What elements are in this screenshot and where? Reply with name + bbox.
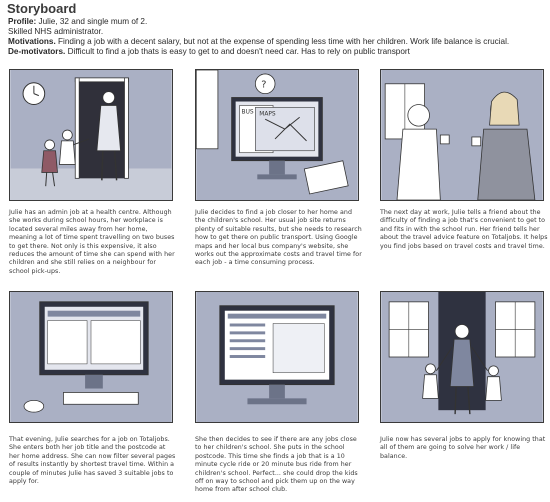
storyboard-panel-4 (9, 291, 173, 423)
demotivators-label: De-motivators. (8, 47, 66, 56)
panel-4-illustration (10, 292, 172, 422)
panel-3-caption: The next day at work, Julie tells a friend about the difficulty of finding a job that's convenient to get to and fits in with the school run. Her friend tells her about the travel advice feature on Totaljobs. It helps you find jobs based on travel costs and travel time. (380, 209, 548, 250)
panel-5-caption: She then decides to see if there are any jobs close to her children's school. She puts in the school postcode. This time she finds a job that is a 10 minute cycle ride or 20 minute bus ride from her children's school. Perfect... she could drop the kids off on way to school and pick them up on the way home from after school club. (195, 436, 358, 494)
panel-1-caption: Julie has an admin job at a health centre. Although she works during school hours, her workplace is located several miles away from her home, meaning a lot of time spent travelling on two buses to get there. Not only is this expensive, it also reduces the amount of time she can spend with her children and she still relies on a neighbour for school pick-ups. (9, 209, 175, 275)
storyboard-panel-2 (195, 69, 359, 201)
panel-2-illustration (196, 70, 358, 200)
bus-screen-label: BUS (241, 109, 254, 116)
profile-label: Profile: (8, 17, 37, 26)
panel-4-caption: That evening, Julie searches for a job on Totaljobs. She enters both her job title and the postcode at her home address. She can now filter several pages of results instantly by shortest travel time. Within a couple of minutes Julie has saved 3 suitable jobs to apply for. (9, 436, 176, 486)
storyboard-panel-6 (380, 291, 544, 423)
motivations-text: Finding a job with a decent salary, but not at the expense of spending less time with her children. Work life balance is crucial. (55, 37, 510, 46)
storyboard-panel-5 (195, 291, 359, 423)
page-title: Storyboard (7, 1, 77, 16)
panel-6-caption: Julie now has several jobs to apply for knowing that all of them are going to solve her work / life balance. (380, 436, 546, 460)
svg-text:?: ? (261, 79, 267, 91)
demotivators-text: Difficult to find a job thats is easy to get to and doesn't need car. Has to rely on public transport (65, 47, 410, 56)
panel-1-illustration (10, 70, 172, 200)
panel-3-illustration (381, 70, 543, 200)
maps-screen-label: MAPS (259, 111, 276, 118)
panel-2-caption: Julie decides to find a job closer to her home and the children's school. Her usual job site returns plenty of suitable results, but she needs to research how to get there on public transport. Using Google maps and her local bus company's website, she works out the approximate costs and travel time for each job - a time consuming process. (195, 209, 362, 267)
panel-6-illustration (381, 292, 543, 422)
panel-5-illustration (196, 292, 358, 422)
motivations-label: Motivations. (8, 37, 56, 46)
profile-text: Julie, 32 and single mum of 2. (36, 17, 148, 26)
persona-motivations (8, 37, 548, 47)
persona-demotivators (8, 47, 548, 57)
persona-profile-line2: Skilled NHS administrator. (8, 27, 104, 36)
storyboard-panel-1 (9, 69, 173, 201)
persona-block (8, 17, 548, 57)
storyboard-panel-3 (380, 69, 544, 201)
persona-profile (8, 17, 548, 27)
